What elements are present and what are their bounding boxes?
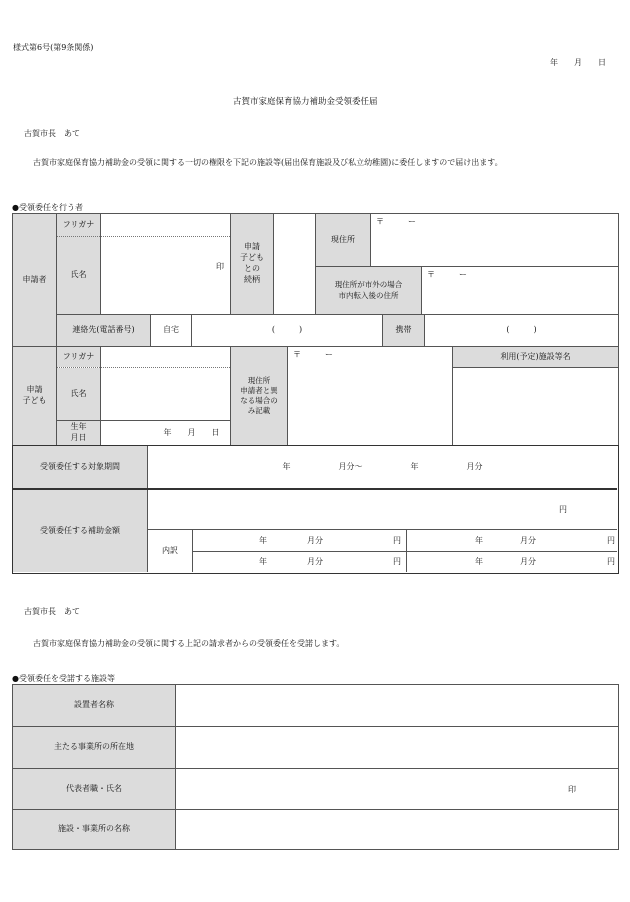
addressee: 古賀市長 あて — [24, 129, 80, 138]
child-address-note: 現住所 申請者と異 なる場合の み記載 — [231, 347, 287, 445]
mobile-phone[interactable]: ( ) — [506, 325, 537, 335]
child-furigana-label: フリガナ — [57, 347, 100, 367]
bd-r1-left-yen: 円 — [393, 536, 401, 545]
period-value[interactable]: 年 月分～ 年 月分 — [282, 461, 483, 471]
outside-city-label: 現住所が市外の場合 市内転入後の住所 — [316, 267, 421, 314]
bd-r1-right-year: 年 — [475, 536, 483, 545]
relation-label: 申請 子ども との 続柄 — [231, 214, 273, 314]
intro-text: 古賀市家庭保育協力補助金の受領に関する一切の権限を下記の施設等(届出保育施設及び私立幼稚園)に委任しますので届け出ます。 — [33, 158, 503, 167]
applicant-furigana-label: フリガナ — [57, 214, 100, 236]
section2-heading: ●受領委任を受諾する施設等 — [12, 674, 115, 683]
founder-name-label: 設置者名称 — [13, 685, 175, 726]
applicant-label: 申請者 — [13, 214, 56, 346]
bd-r1-right-month: 月分 — [520, 536, 536, 545]
contact-label: 連絡先(電話番号) — [57, 315, 150, 346]
period-label: 受領委任する対象期間 — [13, 446, 147, 488]
form-number: 様式第6号(第9条関係) — [13, 43, 94, 52]
amount-label: 受領委任する補助金額 — [13, 490, 147, 572]
child-birth-label: 生年 月日 — [57, 421, 100, 445]
amount-yen: 円 — [559, 505, 567, 514]
applicant-name-label: 氏名 — [57, 236, 100, 314]
child-birth-date[interactable]: 年 月 日 — [163, 427, 220, 437]
child-label: 申請 子ども — [13, 347, 56, 445]
bd-r2-left-yen: 円 — [393, 557, 401, 566]
facility-name-label: 施設・事業所の名称 — [13, 810, 175, 849]
applicant-postal2: 〒 ー — [427, 270, 467, 279]
date-line: 年 月 日 — [550, 58, 606, 67]
addressee-2: 古賀市長 あて — [24, 607, 80, 616]
applicant-block — [12, 213, 619, 347]
amount-block — [12, 445, 619, 574]
child-name-label: 氏名 — [57, 368, 100, 420]
mobile-label: 携帯 — [383, 315, 424, 346]
bd-r1-left-year: 年 — [259, 536, 267, 545]
breakdown-label: 内訳 — [162, 545, 178, 555]
bd-r2-left-month: 月分 — [307, 557, 323, 566]
bd-r2-right-yen: 円 — [607, 557, 615, 566]
child-block — [12, 346, 619, 446]
applicant-postal: 〒 ー — [376, 217, 416, 226]
page-title: 古賀市家庭保育協力補助金受領委任届 — [233, 97, 378, 107]
section1-heading: ●受領委任を行う者 — [12, 203, 83, 212]
bd-r2-left-year: 年 — [259, 557, 267, 566]
child-postal: 〒 ー — [293, 350, 333, 359]
facility-label: 利用(予定)施設等名 — [453, 347, 618, 367]
facility-table — [12, 684, 619, 850]
applicant-seal: 印 — [216, 262, 224, 271]
home-phone[interactable]: ( ) — [271, 325, 303, 335]
bd-r1-left-month: 月分 — [307, 536, 323, 545]
bd-r1-right-yen: 円 — [607, 536, 615, 545]
representative-seal: 印 — [568, 785, 576, 794]
bd-r2-right-year: 年 — [475, 557, 483, 566]
home-label: 自宅 — [163, 325, 179, 335]
office-address-label: 主たる事業所の所在地 — [13, 727, 175, 768]
representative-label: 代表者職・氏名 — [13, 769, 175, 809]
bd-r2-right-month: 月分 — [520, 557, 536, 566]
address-label: 現住所 — [316, 214, 370, 266]
acceptance-text: 古賀市家庭保育協力補助金の受領に関する上記の請求者からの受領委任を受諾します。 — [33, 639, 345, 648]
